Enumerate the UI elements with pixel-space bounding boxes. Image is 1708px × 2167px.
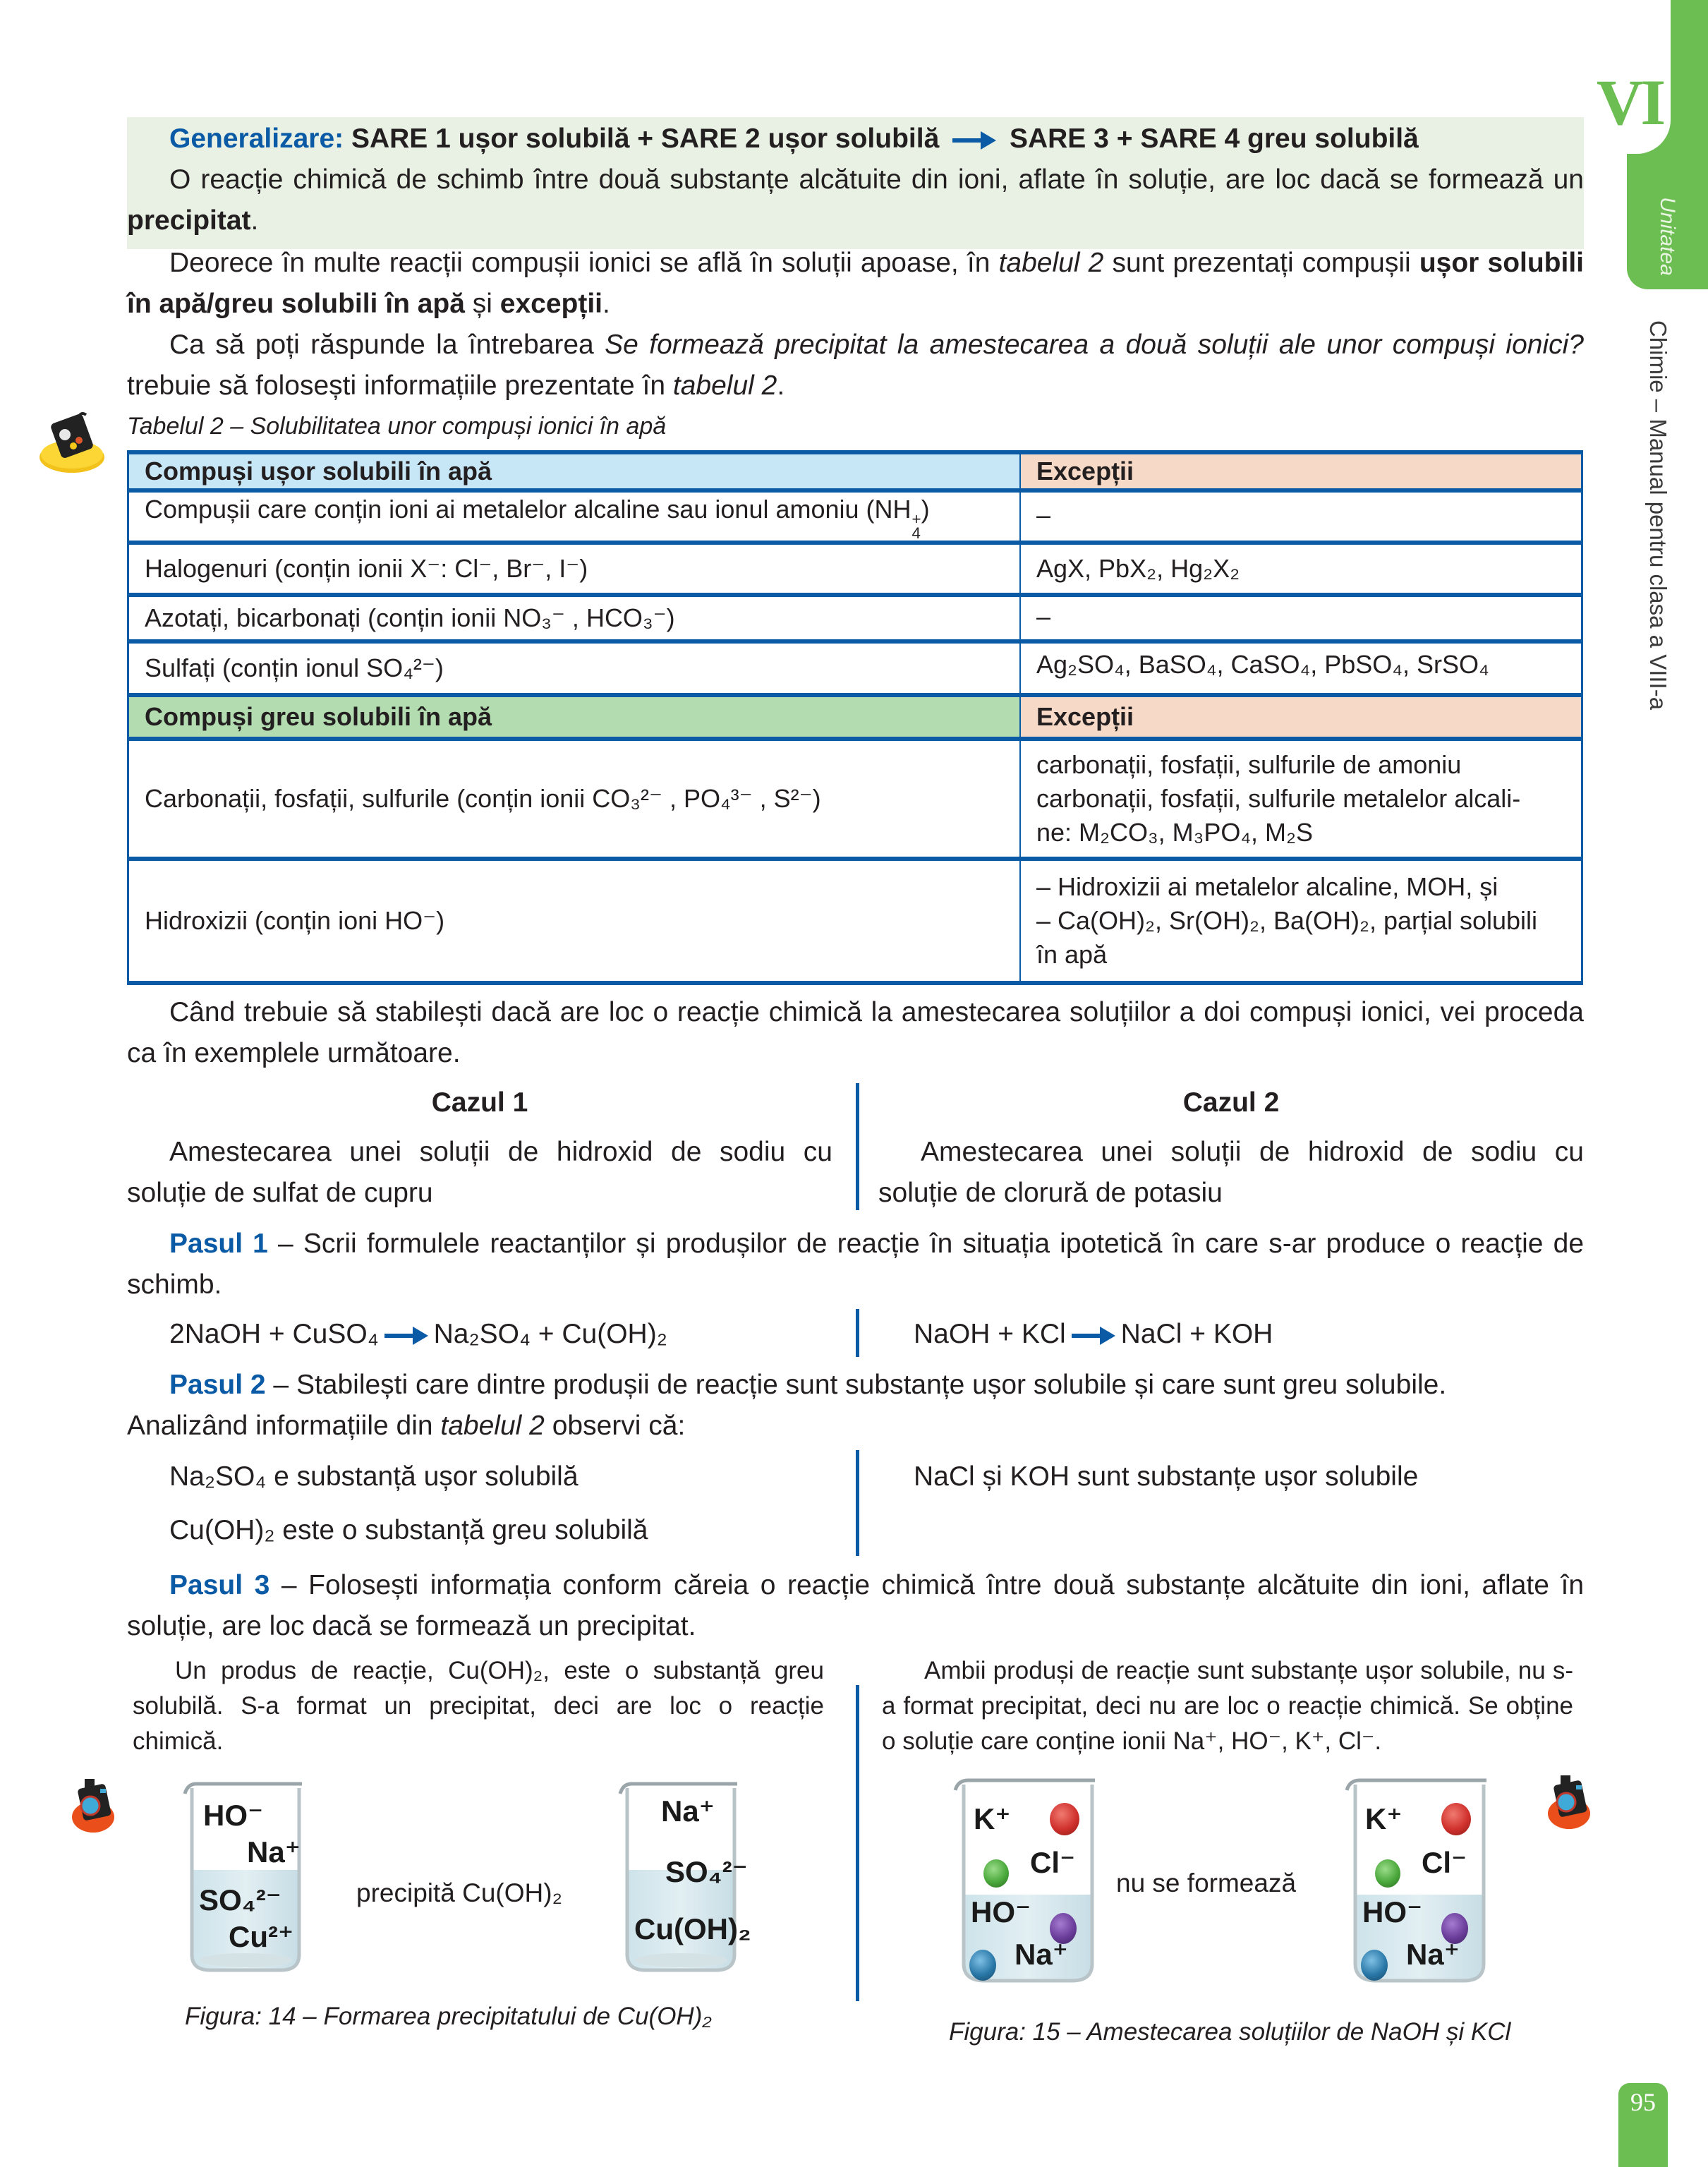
cell-line: carbonații, fosfații, sulfurile metalelor alcali- <box>1036 784 1521 814</box>
chloride-ball <box>983 1859 1009 1888</box>
bold-span: / <box>206 289 214 319</box>
bold-span: greu solubili în apă <box>214 289 465 319</box>
bold-span: ușor solubili în apă <box>127 248 1585 319</box>
product: Cu(OH)₂ <box>562 1319 667 1349</box>
ion-label: K⁺ <box>974 1802 1011 1835</box>
salt-3: SARE 3 <box>1009 123 1109 154</box>
table-row <box>128 543 1582 595</box>
cell-line: – Hidroxizii ai metalelor alcaline, MOH, și <box>1036 872 1498 902</box>
table-cell: Halogenuri (conțin ionii X⁻: Cl⁻, Br⁻, I⁻) <box>128 543 1021 595</box>
unit-label-text: Unitatea <box>1656 197 1679 276</box>
step-3-label: Pasul 3 <box>169 1570 270 1600</box>
ion-label: SO₄²⁻ <box>665 1855 748 1888</box>
table-cell: AgX, PbX₂, Hg₂X₂ <box>1020 543 1582 595</box>
generalization-text <box>127 159 1584 241</box>
step-1-text: – Scrii formulele reactanților și produșilor de reacție în situația ipotetică în care s-ar produce o reacție de schimb. <box>127 1229 1585 1300</box>
step-2-text: – Stabilești care dintre produșii de reacție sunt substanțe ușor solubile și care sunt greu solubile. <box>265 1370 1447 1400</box>
step-3 <box>127 1565 1584 1647</box>
table-row <box>128 859 1582 983</box>
ion-charge: + <box>911 510 921 528</box>
text-span: și <box>464 289 500 319</box>
cell-line: – Ca(OH)₂, Sr(OH)₂, Ba(OH)₂, parțial solubili <box>1036 906 1538 936</box>
figure-15-caption: Figura: 15 – Amestecarea soluțiilor de NaOH și KCl <box>949 2018 1511 2046</box>
table-row <box>128 641 1582 695</box>
table-row <box>128 739 1582 859</box>
plus-sign: + <box>1189 1319 1206 1349</box>
table-header-row <box>128 695 1582 739</box>
intro-paragraph-2 <box>127 325 1584 406</box>
camera-icon <box>69 1775 119 1835</box>
cell-line: în apă <box>1036 940 1108 970</box>
ion-label: Na⁺ <box>247 1835 301 1869</box>
reactant: NaOH <box>914 1319 991 1349</box>
table-cell: Hidroxizii (conțin ioni HO⁻) <box>128 859 1021 983</box>
header-insoluble: Compuși greu solubili în apă <box>128 695 1021 739</box>
ion-label: Cl⁻ <box>1422 1846 1467 1879</box>
case-1-conclusion: Un produs de reacție, Cu(OH)₂, este o substanță greu solubilă. S-a format un precipitat, deci are loc o reacție chimică. <box>133 1657 824 1755</box>
column-divider <box>856 1685 859 2001</box>
ion-label: Na⁺ <box>661 1794 715 1828</box>
no-precipitate-label: nu se formează <box>1116 1869 1297 1897</box>
case-1-description: Amestecarea unei soluții de hidroxid de sodiu cu soluție de sulfat de cupru <box>127 1137 832 1208</box>
text-span: . <box>602 289 610 319</box>
precipitation-label: precipită Cu(OH)₂ <box>356 1878 562 1907</box>
ion-label: HO⁻ <box>1362 1895 1423 1928</box>
table-ref: tabelul 2 <box>672 370 777 401</box>
plus-sign: + <box>637 123 654 154</box>
generalization-equation <box>127 119 1584 159</box>
table-ref: tabelul 2 <box>998 248 1104 278</box>
arrow-right-icon <box>384 1329 428 1343</box>
salt-1: SARE 1 ușor solubilă <box>351 123 630 154</box>
procedure-intro: Când trebuie să stabilești dacă are loc o reacție chimică la amestecarea soluțiilor a doi compuși ionici, vei proceda ca în exemplele următoare. <box>127 997 1584 1068</box>
figure-14-caption: Figura: 14 – Formarea precipitatului de Cu(OH)₂ <box>185 2003 712 2030</box>
plus-sign: + <box>268 1319 285 1349</box>
beaker-products <box>617 1778 751 1976</box>
case-2-observation: NaCl și KOH sunt substanțe ușor solubile <box>914 1461 1419 1492</box>
book-title-text: Chimie – Manual pentru clasa a VIII-a <box>1645 320 1671 711</box>
text-span: Deorece în multe reacții compușii ionici se află în soluții apoase, în <box>169 248 999 278</box>
ion-label: HO⁻ <box>203 1799 264 1832</box>
table-cell: – <box>1020 490 1582 543</box>
ammonium-ion <box>874 495 921 543</box>
table-cell: Ag₂SO₄, BaSO₄, CaSO₄, PbSO₄, SrSO₄ <box>1020 641 1582 695</box>
potassium-ball <box>1050 1803 1079 1835</box>
case-2-conclusion: Ambii produși de reacție sunt substanțe ușor solubile, nu s-a format precipitat, deci nu are loc o reacție chimică. Se obține o soluție care conține ionii Na⁺, HO⁻, K⁺, Cl⁻. <box>882 1657 1573 1755</box>
page-number: 95 <box>1630 2088 1656 2116</box>
ion-label: Na⁺ <box>1014 1938 1068 1971</box>
table-caption: Tabelul 2 – Solubilitatea unor compuși ionici în apă <box>127 413 667 440</box>
product: NaCl <box>1120 1319 1182 1349</box>
precipitat-bold: precipitat <box>127 205 251 236</box>
column-divider <box>856 1083 859 1210</box>
step-3-text: – Folosești informația conform căreia o reacție chimică între două substanțe alcătuite din ioni, aflate în soluție, are loc dacă se formează un precipitat. <box>127 1570 1585 1641</box>
case-1-observation-1: Na₂SO₄ e substanță ușor solubilă <box>169 1461 579 1492</box>
case-1-observation-2: Cu(OH)₂ este o substanță greu solubilă <box>169 1515 648 1545</box>
step-2-continuation <box>127 1406 1584 1447</box>
case-2-description: Amestecarea unei soluții de hidroxid de sodiu cu soluție de clorură de potasiu <box>878 1137 1584 1208</box>
ion-label: Cu²⁺ <box>229 1920 294 1953</box>
step-2 <box>127 1365 1584 1406</box>
plus-sign: + <box>1116 123 1133 154</box>
cell-line: carbonații, fosfații, sulfurile de amoniu <box>1036 750 1462 780</box>
table-cell: Azotați, bicarbonați (conțin ionii NO₃⁻ , HCO₃⁻) <box>128 595 1021 641</box>
beaker-products <box>1344 1775 1496 1986</box>
text-span: observi că: <box>544 1411 686 1441</box>
potassium-ball <box>1441 1803 1471 1835</box>
generalization-label: Generalizare: <box>169 123 344 154</box>
ion-label: Cl⁻ <box>1030 1846 1076 1879</box>
text-span: . <box>777 370 785 401</box>
text-span: Ca să poți răspunde la întrebarea <box>169 330 605 360</box>
sodium-ball <box>1361 1950 1388 1981</box>
salt-2: SARE 2 ușor solubilă <box>660 123 940 154</box>
step-2-label: Pasul 2 <box>169 1370 266 1400</box>
text-span: O reacție chimică de schimb între două substanțe alcătuite din ioni, aflate în soluție, are loc dacă se formează un <box>169 164 1584 195</box>
ion-label: K⁺ <box>1365 1802 1403 1835</box>
equation-case-2 <box>878 1314 1619 1355</box>
case-2-title: Cazul 2 <box>1182 1087 1280 1118</box>
cell-text: Compușii care conțin ioni ai metalelor alcaline sau ionul amoniu ( <box>145 495 875 524</box>
cell-line: ne: M₂CO₃, M₃PO₄, M₂S <box>1036 818 1314 847</box>
bold-span: excepții <box>499 289 603 319</box>
book-title <box>1623 310 1693 720</box>
game-controller-icon <box>37 409 114 476</box>
unit-label <box>1632 191 1702 282</box>
table-ref: tabelul 2 <box>440 1411 545 1441</box>
text-span: Analizând informațiile din <box>127 1411 441 1441</box>
ion-label: Cu(OH)₂ <box>634 1912 751 1945</box>
product: KOH <box>1213 1319 1273 1349</box>
ion-label: Na⁺ <box>1406 1938 1460 1971</box>
arrow-right-icon <box>952 133 996 147</box>
text-span: sunt prezentați compușii <box>1103 248 1419 278</box>
unit-number: VI <box>1596 66 1664 138</box>
table-cell: – <box>1020 595 1582 641</box>
cell-text: ) <box>921 495 930 524</box>
table-header-row <box>128 452 1582 490</box>
table-cell <box>128 490 1021 543</box>
beaker-reactants <box>182 1778 309 1976</box>
text-span: . <box>250 205 259 236</box>
arrow-right-icon <box>1072 1329 1115 1343</box>
table-cell: Carbonații, fosfații, sulfurile (conțin ionii CO₃²⁻ , PO₄³⁻ , S²⁻) <box>128 739 1021 859</box>
ion-subscript: 4 <box>911 524 921 543</box>
table-cell: Sulfați (conțin ionul SO₄²⁻) <box>128 641 1021 695</box>
camera-icon <box>1545 1771 1594 1831</box>
header-soluble: Compuși ușor solubili în apă <box>128 452 1021 490</box>
beaker-reactants <box>952 1775 1104 1986</box>
ion-label: HO⁻ <box>971 1895 1031 1928</box>
question-italic: Se formează precipitat la amestecarea a două soluții ale unor compuși ionici? <box>605 330 1584 360</box>
plus-sign: + <box>538 1319 555 1349</box>
table-cell <box>1020 739 1582 859</box>
salt-4: SARE 4 greu solubilă <box>1140 123 1419 154</box>
ion-label: SO₄²⁻ <box>199 1883 281 1917</box>
header-exceptions: Excepții <box>1020 452 1582 490</box>
chloride-ball <box>1375 1859 1400 1888</box>
case-1-title: Cazul 1 <box>431 1087 528 1118</box>
ion-symbol: NH <box>874 495 911 524</box>
reactant: 2NaOH <box>169 1319 262 1349</box>
reactant: CuSO₄ <box>292 1319 379 1349</box>
table-row <box>128 595 1582 641</box>
step-1-label: Pasul 1 <box>169 1229 268 1259</box>
equation-case-1 <box>127 1314 875 1355</box>
table-cell <box>1020 859 1582 983</box>
text-span: trebuie să folosești informațiile prezentate în <box>127 370 673 401</box>
intro-paragraph-1 <box>127 243 1584 325</box>
product: Na₂SO₄ <box>433 1319 531 1349</box>
sodium-ball <box>969 1950 996 1981</box>
table-row <box>128 490 1582 543</box>
step-1 <box>127 1224 1584 1305</box>
plus-sign: + <box>998 1319 1014 1349</box>
header-exceptions: Excepții <box>1020 695 1582 739</box>
solubility-table <box>127 450 1583 985</box>
reactant: KCl <box>1021 1319 1066 1349</box>
